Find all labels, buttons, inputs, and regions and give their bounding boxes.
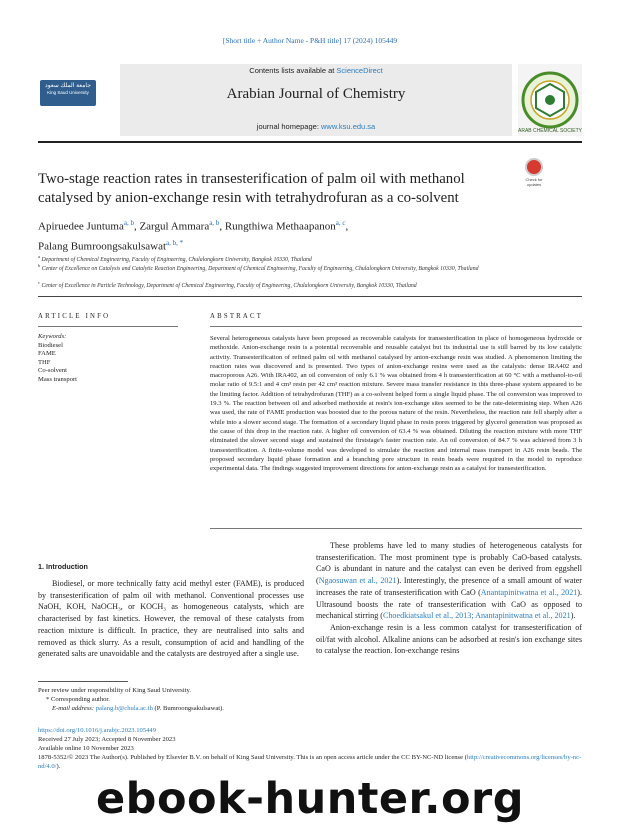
author-list: Apiruedee Juntuma$^{a, b}$, Zargul Ammara$^{a, b}$, Rungthiwa Methaapanon$^{a, c}$, Palang Bumroongsakulsawat$^{a, b, *}$ (38, 219, 349, 253)
homepage-link[interactable]: www.ksu.edu.sa (321, 122, 376, 131)
journal-homepage: journal homepage: www.ksu.edu.sa (256, 122, 376, 131)
society-logo (518, 64, 582, 136)
check-updates-icon (525, 158, 543, 176)
keywords-label: Keywords: (38, 333, 67, 340)
society-logo-text: ARAB CHEMICAL SOCIETY (518, 128, 582, 134)
author-name[interactable]: Zargul Ammara (139, 220, 210, 233)
citation-link[interactable]: Ngaosuwan et al., 2021 (318, 576, 397, 586)
affiliation: $^b$ Center of Excellence on Catalysis and Catalytic Reaction Engineering, Department of Chemical Engineering, Faculty of Engineering, Chulalongkorn University, Bangkok 10330, Thailand (38, 263, 479, 272)
intro-paragraph: These problems have led to many studies of heterogeneous catalysts for transesterification. The most prominent type is probably CaO-based catalysts. CaO is abundant in nature and the catalyst can even be derived from eggshell (Ngaosuwan et al., 2021). Interestingly, the presence of a small amount of water increases the rate of transesterification with CaO (Anantapinitwatna et al., 2021). Ultrasound boosts the rate of transesterification with CaO as opposed to mechanical stirring (Choedkiatsakul et al., 2013; Anantapinitwatna et al., 2021). (316, 541, 583, 621)
intro-paragraph: Biodiesel, or more technically fatty acid methyl ester (FAME), is produced by transesterification of palm oil with methanol. Conventional processes use NaOH, KOH, NaOCH₃, or KOCH₃ as homogeneous catalysts, which are characterised by fast kinetics. However, the removal of these catalysts from reaction mixture is difficult. In practice, they are neutralised into salts and removed as thick slurry. As a result, consumption of acid and handling of the generated salts are unavoidable and the catalysts are destroyed after a single use. (38, 579, 304, 659)
keyword: THF (38, 358, 51, 366)
received-dates: Received 27 July 2023; Accepted 8 November 2023 (38, 736, 176, 743)
article-title: Two-stage reaction rates in transesterification of palm oil with methanol catalysed by anion-exchange resin with tetrahydrofuran as a co-solvent (38, 171, 465, 206)
intro-paragraph: Anion-exchange resin is a less common catalyst for transesterification of oil/fat with alcohol. Alkaline anions can be adsorbed at resin's ion exchange sites to catalyse the reaction. Ion-exchange resins (316, 622, 582, 656)
footnote-rule (38, 681, 128, 682)
journal-title: Arabian Journal of Chemistry (226, 86, 406, 102)
abstract-rule (210, 326, 582, 327)
sciencedirect-link[interactable]: ScienceDirect (336, 66, 383, 75)
affiliation: $^c$ Center of Excellence in Particle Technology, Department of Chemical Engineering, Faculty of Engineering, Chulalongkorn University, Bangkok 10330, Thailand (38, 280, 417, 289)
intro-column-left (38, 578, 304, 660)
doi-link[interactable]: https://doi.org/10.1016/j.arabjc.2023.105449 (38, 727, 157, 734)
section-rule (38, 296, 582, 297)
keyword: Biodiesel (38, 341, 63, 349)
corresponding-note: * Corresponding author. (46, 696, 110, 703)
email-note: E-mail address: palang.b@chula.ac.th (P. Bumroongsakulsawat). (52, 705, 224, 712)
abstract-text: Several heterogeneous catalysts have been proposed as recoverable catalysts for transesterification in place of homogeneous hydroxide or methoxide. Anion-exchange resin is a potential recoverable and reusable catalyst but its industrial use is still barred by its low catalytic activity. Transesterification of refined palm oil with methanol catalysed by anion-exchange resin was studied. A phenomenon limiting the reaction rates was discovered and is presented. Two types of anion-exchange resins were used as the catalysts: dense IRA402 and macroporous A26. With IRA402, an oil conversion of only 6.1 % was obtained from 4 h transesterification at 60 °C with a methanol-to-oil molar ratio of 9.5:1 and 4 cm³ resin per 42 cm³ reaction mixture. Severe mass transfer resistance in this three-phase system appeared to be the limiting factor. Addition of tetrahydrofuran (THF) as a co-solvent helped form a single liquid phase. The oil conversion was improved to 19.3 %. The reaction between oil and adsorbed methoxide at resin's ion-exchange sites seemed to be the rate-determining step. When A26 was used, the rate of FAME production was boosted due to the porous nature of the resin. Nevertheless, the reaction rate fell sharply after a while into a slower second stage. The formation of a secondary liquid phase in resin pores triggered by glycerol generation was proposed as the cause of this drop in the reaction rate. A higher oil conversion of 63.4 % was obtained. Diluting the reaction mixture with more THF eliminated the slower second stage and sustained the firststage's faster reaction rate. An oil conversion of 84.7 % was achieved from 3 h transesterification. A finite-volume model was developed to simulate the reaction and internal mass transport in A26 resin beads. The proposed secondary liquid phase formation and a branching pore structure in resin beads were required in the model to reproduce experimental data. The findings suggested improvement directions for anion-exchange resin as a catalyst for transesterification. (210, 335, 582, 473)
citation-link[interactable]: Anantapinitwatna et al., 2021 (480, 587, 578, 597)
author-affiliation-marks[interactable]: a, b (123, 219, 134, 227)
author-name[interactable]: Palang Bumroongsakulsawat (38, 240, 167, 253)
introduction-heading: 1. Introduction (38, 562, 88, 571)
contents-line: Contents lists available at ScienceDirect (249, 66, 383, 75)
email-link[interactable]: palang.b@chula.ac.th (95, 705, 153, 712)
keyword: FAME (38, 350, 56, 357)
available-online: Available online 10 November 2023 (38, 745, 134, 752)
peer-review-note: Peer review under responsibility of King Saud University. (38, 687, 192, 694)
author-name[interactable]: Rungthiwa Methaapanon (224, 220, 336, 233)
intro-column-right (316, 540, 582, 657)
watermark: ebook-hunter.org (96, 774, 524, 824)
keyword: Mass transport (38, 375, 78, 383)
abstract-end-rule (210, 528, 582, 529)
author-affiliation-marks[interactable]: a, b, * (166, 238, 184, 247)
license-text: 1878-5352/© 2023 The Author(s). Published by Elsevier B.V. on behalf of King Saud University. This is an open access article under the CC BY-NC-ND license (http://creativecommons.org/licenses/by-nc-nd/4.0/). (38, 754, 582, 770)
author-name[interactable]: Apiruedee Juntuma (38, 220, 124, 233)
check-updates-badge[interactable]: Check for updates (522, 158, 546, 186)
article-info-heading: ARTICLE INFO (38, 313, 111, 320)
publisher-logo: جامعة الملك سعود King Saud University (40, 80, 96, 106)
citation-link[interactable]: Choedkiatsakul et al., 2013; Anantapinitwatna et al., 2021 (382, 611, 571, 621)
article-info-rule (38, 326, 178, 327)
running-head[interactable]: [Short title + Author Name - P&H title] 17 (2024) 105449 (222, 36, 398, 45)
license-link[interactable]: http://creativecommons.org/licenses/by-nc-nd/4.0/ (38, 754, 582, 770)
keywords-block (38, 333, 178, 384)
abstract-heading: ABSTRACT (210, 313, 264, 320)
header-rule (38, 141, 582, 143)
author-affiliation-marks[interactable]: a, c (335, 219, 346, 227)
society-emblem-icon (518, 64, 582, 136)
affiliation: $^a$ Department of Chemical Engineering, Faculty of Engineering, Chulalongkorn University, Bangkok 10330, Thailand (38, 254, 312, 263)
author-affiliation-marks[interactable]: a, b (209, 219, 220, 227)
keyword: Co-solvent (38, 367, 67, 374)
